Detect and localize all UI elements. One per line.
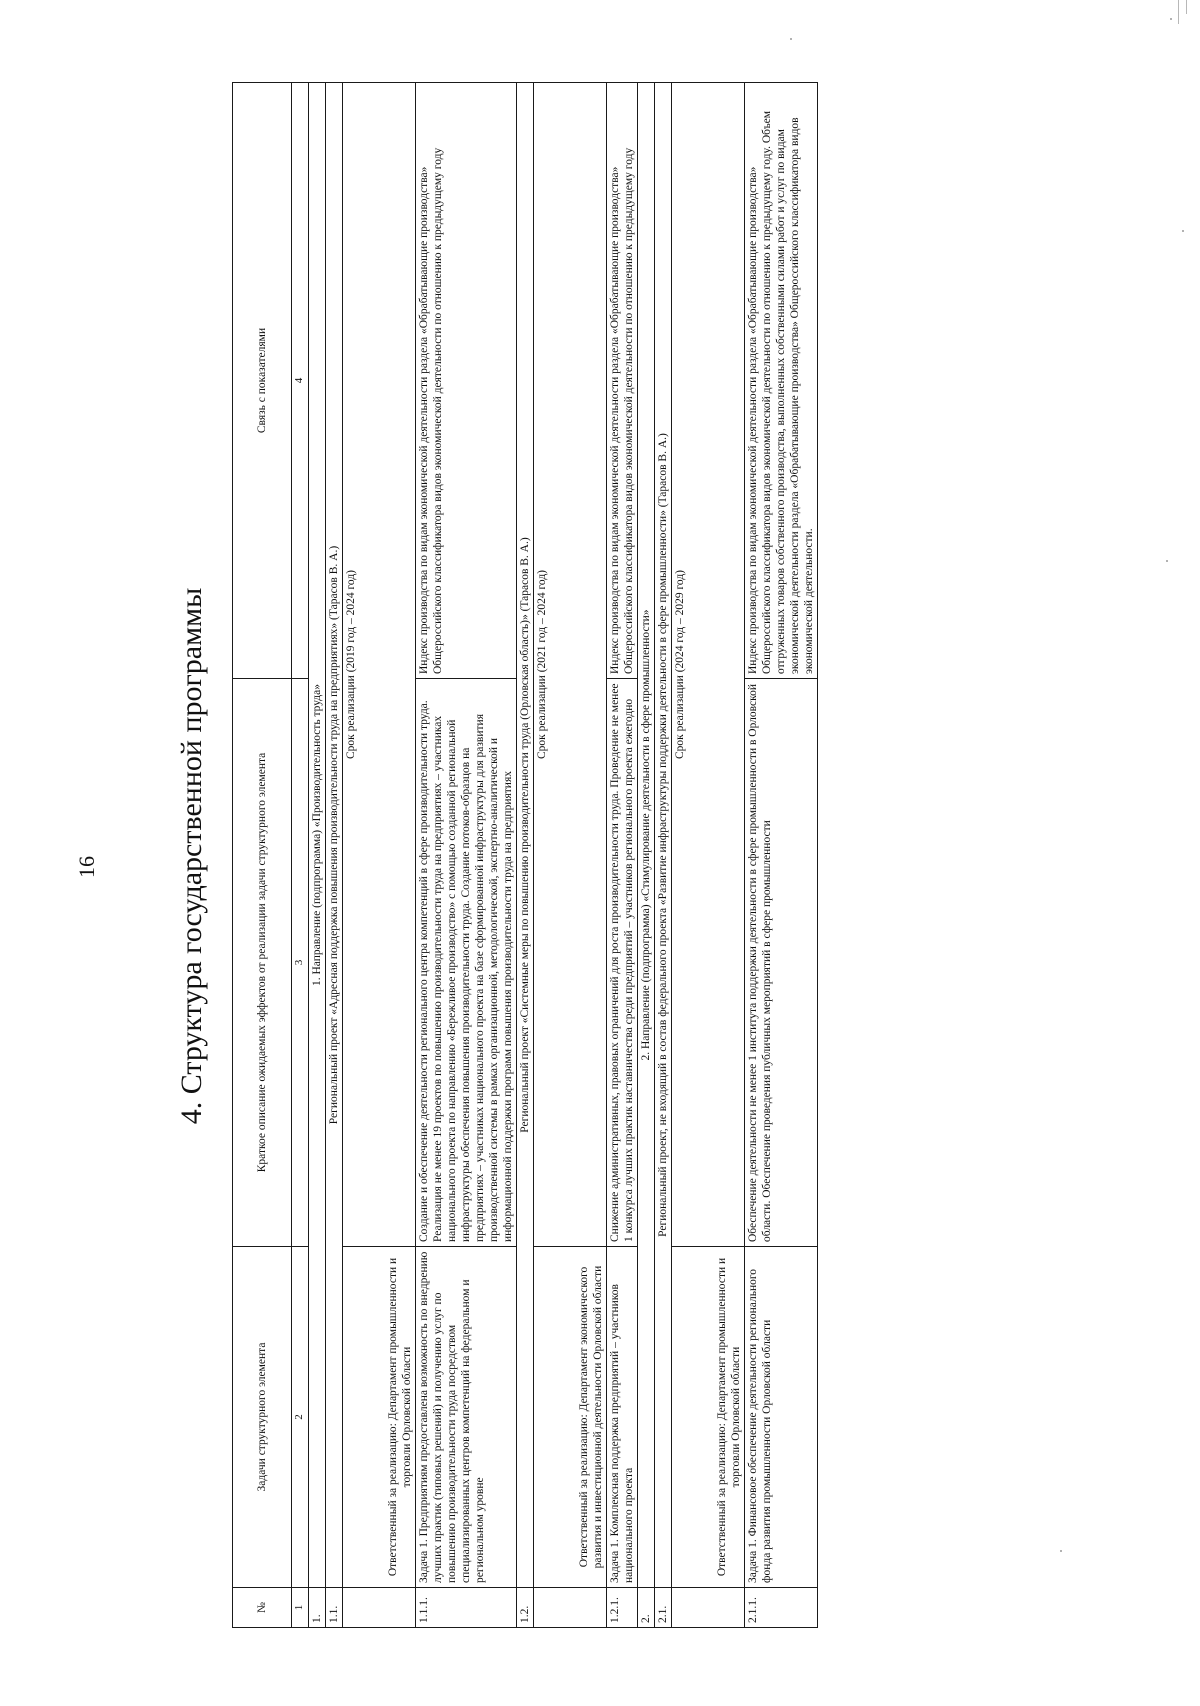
link-text: Индекс производства по видам экономической деятельности раздела «Обрабатывающие производства» Общероссийского классификатора видов экономической деятельности по отношению к предыдущему году. Объем отгруженных товаров собственного производства, выполненных собственными силами работ и услуг по видам экономической деятельности раздела «Обрабатывающие производства» Общероссийского классификатора видов экономической деятельности. xyxy=(745,83,818,679)
term-text: Срок реализации (2019 год – 2024 год) xyxy=(343,83,416,1247)
row-number: 2. xyxy=(638,1588,655,1628)
link-text: Индекс производства по видам экономической деятельности раздела «Обрабатывающие производства» Общероссийского классификатора видов экономической деятельности по отношению к предыдущему году xyxy=(607,83,638,679)
project-row xyxy=(655,83,672,1628)
link-text: Индекс производства по видам экономической деятельности раздела «Обрабатывающие производства» Общероссийского классификатора видов экономической деятельности по отношению к предыдущему году xyxy=(416,83,517,679)
table-row xyxy=(745,83,818,1628)
row-number: 2.1.1. xyxy=(745,1588,818,1628)
header-tasks: Задачи структурного элемента xyxy=(233,1247,292,1588)
effects-text: Создание и обеспечение деятельности регионального центра компетенций в сфере производительности труда. Реализация не менее 19 проектов по повышению производительности труда на предприятиях – участниках национального проекта по направлению «Бережливое производство» с помощью созданной региональной инфраструктуры обеспечения повышения производительности труда. Создание потоков-образцов на предприятиях – участниках национального проекта на базе сформированной инфраструктуры для развития производственной системы в рамках организационной, методологической, экспертно-аналитической и информационной поддержки программ повышения производительности труда на предприятиях xyxy=(416,679,517,1247)
responsible-text: Ответственный за реализацию: Департамент экономического развития и инвестиционной деятельности Орловской области xyxy=(534,1247,607,1588)
task-text: Задача 1. Финансовое обеспечение деятельности регионального фонда развития промышленности Орловской области xyxy=(745,1247,818,1588)
project-row xyxy=(326,83,343,1628)
header-link: Связь с показателями xyxy=(233,83,292,679)
column-number: 4 xyxy=(292,83,309,679)
row-number: 1.1.1. xyxy=(416,1588,517,1628)
column-number: 3 xyxy=(292,679,309,1247)
effects-text: Снижение административных, правовых ограничений для роста производительности труда. Проведение не менее 1 конкурса лучших практик наставничества среди предприятий – участников регионального проекта ежегодно xyxy=(607,679,638,1247)
row-number: 1.1. xyxy=(326,1588,343,1628)
direction-row xyxy=(638,83,655,1628)
task-text: Задача 1. Предприятиям предоставлена возможность по внедрению лучших практик (типовых решений) и получению услуг по повышению производительности труда посредством специализированных центров компетенций на федеральном и региональном уровне xyxy=(416,1247,517,1588)
header-num: № xyxy=(233,1588,292,1628)
responsible-row xyxy=(672,83,745,1628)
column-number-row xyxy=(292,83,309,1628)
header-row xyxy=(233,83,292,1628)
responsible-text: Ответственный за реализацию: Департамент промышленности и торговли Орловской области xyxy=(672,1247,745,1588)
project-title: Региональный проект, не входящий в состав федерального проекта «Развитие инфраструктуры поддержки деятельности в сфере промышленности» (Тарасов В. А.) xyxy=(655,83,672,1588)
project-title: Региональный проект «Системные меры по повышению производительности труда (Орловская область)» (Тарасов В. А.) xyxy=(517,83,534,1588)
table-row xyxy=(416,83,517,1628)
row-number: 1.2.1. xyxy=(607,1588,638,1628)
term-text: Срок реализации (2021 год – 2024 год) xyxy=(534,83,607,1247)
term-text: Срок реализации (2024 год – 2029 год) xyxy=(672,83,745,1247)
column-number: 2 xyxy=(292,1247,309,1588)
project-title: Региональный проект «Адресная поддержка повышения производительности труда на предприятиях» (Тарасов В. А.) xyxy=(326,83,343,1588)
task-text: Задача 1. Комплексная поддержка предприятий – участников национального проекта xyxy=(607,1247,638,1588)
responsible-text: Ответственный за реализацию: Департамент промышленности и торговли Орловской области xyxy=(343,1247,416,1588)
responsible-row xyxy=(534,83,607,1628)
effects-text: Обеспечение деятельности не менее 1 института поддержки деятельности в сфере промышленности в Орловской области. Обеспечение проведения публичных мероприятий в сфере промышленности xyxy=(745,679,818,1247)
responsible-row xyxy=(343,83,416,1628)
direction-row xyxy=(309,83,326,1628)
row-number: 2.1. xyxy=(655,1588,672,1628)
project-row xyxy=(517,83,534,1628)
column-number: 1 xyxy=(292,1588,309,1628)
row-number: 1. xyxy=(309,1588,326,1628)
table-row xyxy=(607,83,638,1628)
direction-title: 1. Направление (подпрограмма) «Производительность труда» xyxy=(309,83,326,1588)
page-title: 4. Структура государственной программы xyxy=(175,587,208,1125)
page-number: 16 xyxy=(74,856,99,878)
structure-table xyxy=(232,82,818,1628)
direction-title: 2. Направление (подпрограмма) «Стимулирование деятельности в сфере промышленности» xyxy=(638,83,655,1588)
row-number: 1.2. xyxy=(517,1588,534,1628)
header-effects: Краткое описание ожидаемых эффектов от реализации задачи структурного элемента xyxy=(233,679,292,1247)
